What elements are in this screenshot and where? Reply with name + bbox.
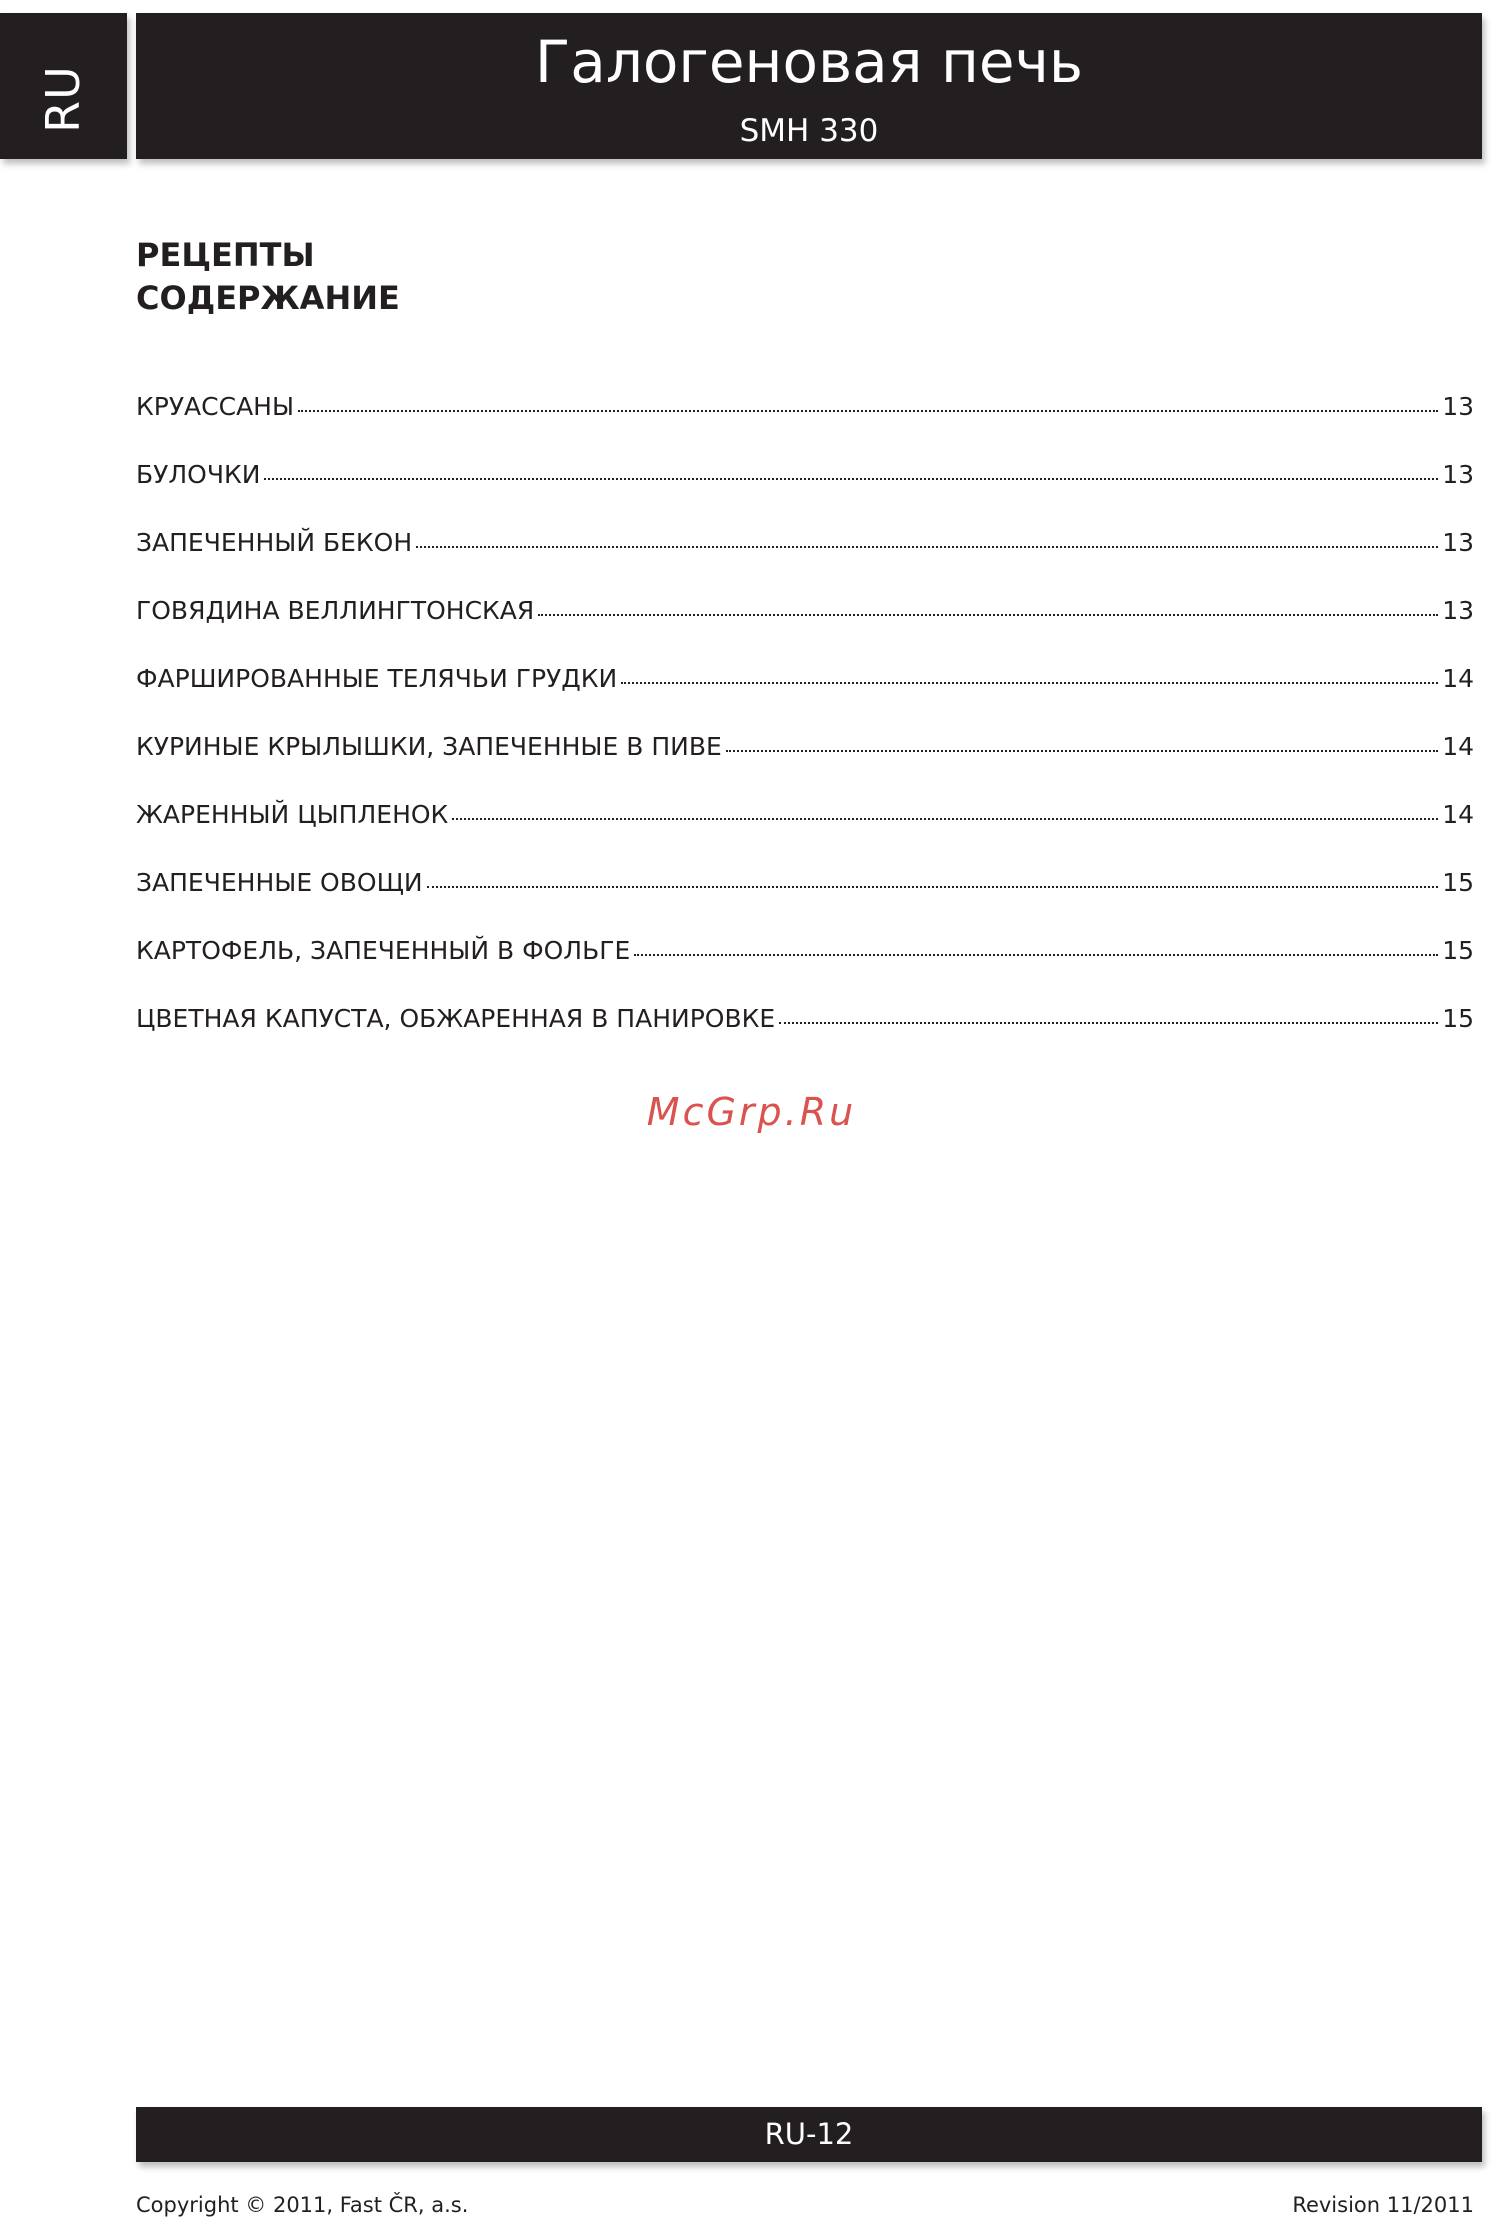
- toc-entry-page: 13: [1442, 528, 1474, 557]
- toc-entry[interactable]: [136, 664, 1474, 732]
- toc-entry[interactable]: [136, 800, 1474, 868]
- toc-leader-dots: [726, 750, 1438, 752]
- document-title: Галогеновая печь: [534, 28, 1084, 96]
- toc-entry-page: 13: [1442, 460, 1474, 489]
- toc-entry[interactable]: [136, 596, 1474, 664]
- toc-entry-page: 13: [1442, 392, 1474, 421]
- toc-entry-title: ЗАПЕЧЕННЫЕ ОВОЩИ: [136, 868, 423, 897]
- toc-entry-page: 13: [1442, 596, 1474, 625]
- toc-entry-title: КУРИНЫЕ КРЫЛЫШКИ, ЗАПЕЧЕННЫЕ В ПИВЕ: [136, 732, 722, 761]
- toc-entry[interactable]: [136, 460, 1474, 528]
- toc-entry-title: ЖАРЕННЫЙ ЦЫПЛЕНОК: [136, 800, 449, 829]
- toc-leader-dots: [427, 886, 1439, 888]
- toc-entry-page: 14: [1442, 800, 1474, 829]
- toc-entry[interactable]: [136, 392, 1474, 460]
- toc-entry[interactable]: [136, 528, 1474, 596]
- heading-contents: СОДЕРЖАНИЕ: [136, 279, 400, 317]
- toc-entry[interactable]: [136, 1004, 1474, 1072]
- toc-leader-dots: [298, 410, 1438, 412]
- model-number: SMH 330: [739, 113, 879, 149]
- toc-entry-title: ЦВЕТНАЯ КАПУСТА, ОБЖАРЕННАЯ В ПАНИРОВКЕ: [136, 1004, 776, 1033]
- toc-leader-dots: [538, 614, 1438, 616]
- toc-entry-title: ГОВЯДИНА ВЕЛЛИНГТОНСКАЯ: [136, 596, 535, 625]
- section-heading: [136, 234, 400, 320]
- revision-label: Revision 11/2011: [1292, 2193, 1474, 2217]
- toc-entry-page: 14: [1442, 664, 1474, 693]
- language-code: RU: [36, 65, 90, 133]
- toc-leader-dots: [416, 546, 1438, 548]
- toc-leader-dots: [452, 818, 1438, 820]
- toc-leader-dots: [621, 682, 1438, 684]
- toc-entry-title: КАРТОФЕЛЬ, ЗАПЕЧЕННЫЙ В ФОЛЬГЕ: [136, 936, 631, 965]
- toc-entry[interactable]: [136, 868, 1474, 936]
- toc-entry-title: КРУАССАНЫ: [136, 392, 295, 421]
- toc-entry-title: ЗАПЕЧЕННЫЙ БЕКОН: [136, 528, 413, 557]
- footer-bar: [136, 2107, 1482, 2162]
- title-bar: [136, 13, 1482, 159]
- toc-leader-dots: [779, 1022, 1438, 1024]
- watermark: McGrp.Ru: [646, 1090, 857, 1134]
- toc-leader-dots: [264, 478, 1438, 480]
- toc-entry-page: 15: [1442, 936, 1474, 965]
- table-of-contents: [136, 392, 1474, 1072]
- toc-entry-page: 15: [1442, 1004, 1474, 1033]
- toc-entry-page: 14: [1442, 732, 1474, 761]
- toc-entry-title: БУЛОЧКИ: [136, 460, 261, 489]
- toc-entry-page: 15: [1442, 868, 1474, 897]
- language-tab: [0, 13, 127, 159]
- heading-recipes: РЕЦЕПТЫ: [136, 236, 315, 274]
- toc-leader-dots: [634, 954, 1438, 956]
- copyright-notice: Copyright © 2011, Fast ČR, a.s.: [136, 2193, 469, 2217]
- toc-entry[interactable]: [136, 936, 1474, 1004]
- toc-entry-title: ФАРШИРОВАННЫЕ ТЕЛЯЧЬИ ГРУДКИ: [136, 664, 618, 693]
- toc-entry[interactable]: [136, 732, 1474, 800]
- page-number: RU-12: [764, 2117, 854, 2151]
